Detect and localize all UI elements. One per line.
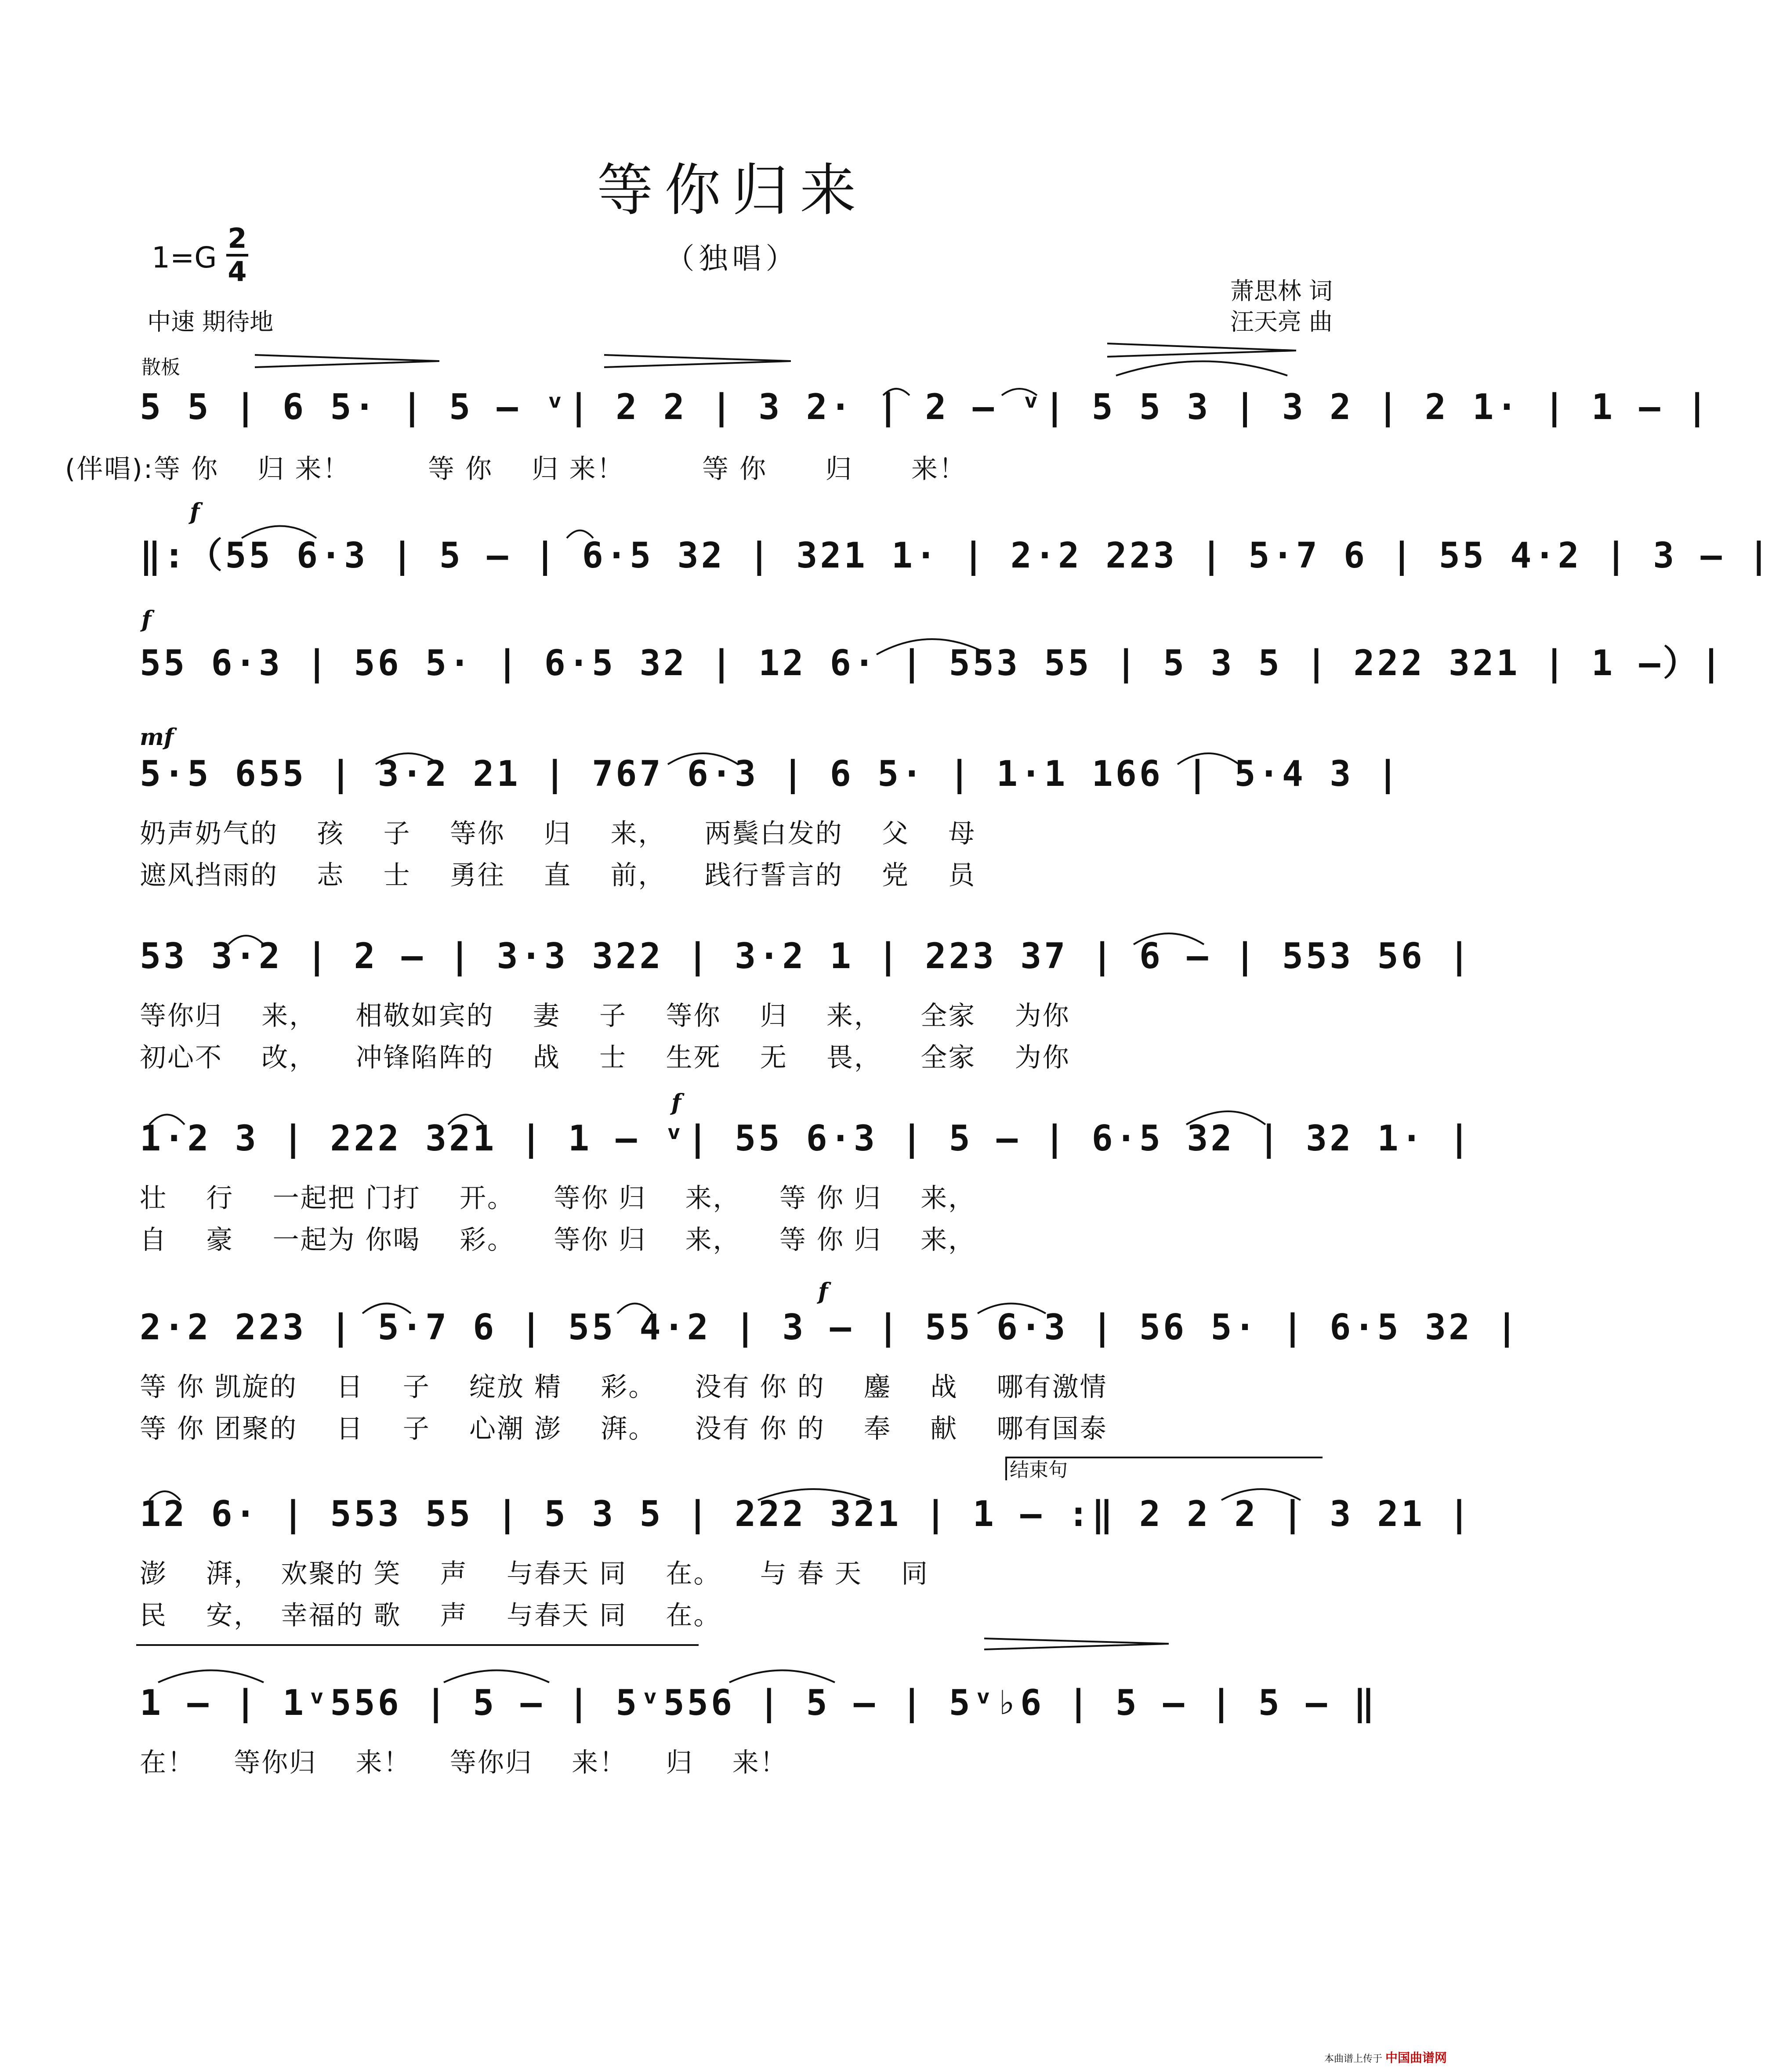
notation-line: 1 – | 1ᵛ556 | 5 – | 5ᵛ556 | 5 – | 5ᵛ♭6 | 5 – | 5 – ‖ [140,1682,1377,1723]
slur [729,1671,835,1683]
footer [1324,2048,1447,2066]
slur [228,936,264,944]
notation-line: ‖:（55 6·3 | 5 – | 6·5 32 | 321 1· | 2·2 223 | 5·7 6 | 55 4·2 | 3 – | [140,535,1772,576]
slur [1178,753,1239,764]
lyric-line: 自 豪 一起为 你喝 彩。 等你 归 来， 等 你 归 来， [140,1225,976,1255]
lyric-line: 澎 湃， 欢聚的 笑 声 与春天 同 在。 与 春 天 同 [140,1559,929,1589]
notation-line: 2·2 223 | 5·7 6 | 55 4·2 | 3 – | 55 6·3 | 56 5· | 6·5 32 | [140,1307,1520,1348]
slur [1186,1111,1265,1125]
dynamic-forte: f [141,606,152,633]
notation-line: 53 3·2 | 2 – | 3·3 322 | 3·2 1 | 223 37 | 6 – | 553 56 | [140,936,1473,976]
slur [242,526,316,539]
slur [1116,362,1287,376]
slur [758,1489,870,1500]
footer-text: 本曲谱上传于 [1324,2054,1382,2065]
lyric-line: 等你归 来， 相敬如宾的 妻 子 等你 归 来， 全家 为你 [140,1001,1070,1031]
lyricist-credit: 萧思林 词 [1230,277,1333,305]
slur [567,531,593,539]
lyric-line: 壮 行 一起把 门打 开。 等你 归 来， 等 你 归 来， [140,1183,976,1214]
slur [1134,933,1204,944]
slur [1002,389,1037,395]
slur [883,389,910,395]
notation-line: 5 5 | 6 5· | 5 – ᵛ| 2 2 | 3 2· | 2 – ᵛ| 5 5 3 | 3 2 | 2 1· | 1 – | [140,387,1710,427]
lyric-line: 民 安， 幸福的 歌 声 与春天 同 在。 [140,1600,721,1631]
notation-line: 12 6· | 553 55 | 5 3 5 | 222 321 | 1 – :‖ 2 2 2 | 3 21 | [140,1493,1473,1534]
lyric-line: 等 你 凯旋的 日 子 绽放 精 彩。 没有 你 的 鏖 战 哪有激情 [140,1372,1108,1403]
hairpin [984,1638,1169,1649]
time-signature-bottom: 4 [228,256,247,288]
ending-mark: 结束句 [1010,1459,1068,1481]
slur [149,1115,185,1125]
song-subtitle: （独唱） [665,242,799,275]
hairpin [255,355,439,367]
slur [617,1304,652,1314]
key-signature: 1=G [152,241,217,275]
dynamic-forte: f [818,1278,828,1305]
lyric-line: 在！ 等你归 来！ 等你归 来！ 归 来！ [140,1747,788,1778]
slur [1221,1489,1301,1500]
hairpin [1107,344,1296,357]
lyric-line: 遮风挡雨的 志 士 勇往 直 前， 践行誓言的 党 员 [140,860,976,891]
tempo-marking: 中速 期待地 [147,308,274,336]
notation-line: 55 6·3 | 56 5· | 6·5 32 | 12 6· | 553 55 | 5 3 5 | 222 321 | 1 –）| [140,643,1725,683]
dynamic-mezzo-forte: mf [140,724,174,751]
slur [362,1304,411,1314]
lyric-line: 初心不 改， 冲锋陷阵的 战 士 生死 无 畏， 全家 为你 [140,1042,1070,1073]
lyric-line: 奶声奶气的 孩 子 等你 归 来， 两鬓白发的 父 母 [140,818,976,849]
slur [444,1671,549,1683]
slur [149,1491,180,1500]
lyric-line: (伴唱):等 你 归 来！ 等 你 归 来！ 等 你 归 来！ [65,454,967,485]
footer-brand[interactable]: 中国曲谱网 [1385,2050,1447,2065]
slur [668,753,738,764]
dynamic-forte: f [190,499,200,525]
lyric-line: 等 你 团聚的 日 子 心潮 澎 湃。 没有 你 的 奉 献 哪有国泰 [140,1414,1108,1444]
notation-line: 5·5 655 | 3·2 21 | 767 6·3 | 6 5· | 1·1 166 | 5·4 3 | [140,753,1401,794]
slur [877,639,989,655]
slur [448,1115,483,1125]
dynamic-forte: f [671,1089,681,1116]
slur [978,1304,1046,1314]
slur [158,1671,264,1683]
slur [376,753,439,764]
notation-line: 1·2 3 | 222 321 | 1 – ᵛ| 55 6·3 | 5 – | 6·5 32 | 32 1· | [140,1118,1473,1159]
hairpin [604,355,791,367]
time-signature-top: 2 [228,222,247,254]
song-title: 等你归来 [597,158,868,223]
ending-bracket [1006,1457,1323,1480]
composer-credit: 汪天亮 曲 [1230,308,1333,336]
intro-mark: 散板 [141,356,180,379]
